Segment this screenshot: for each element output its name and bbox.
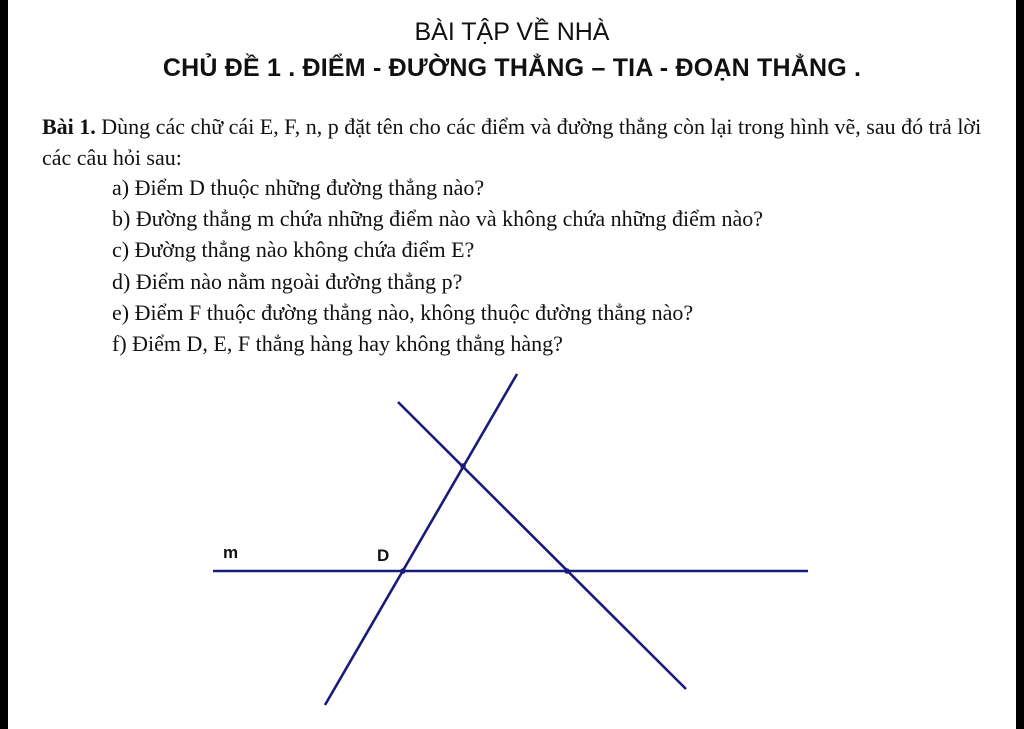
point-d-label: D bbox=[377, 546, 390, 565]
question-f: f) Điểm D, E, F thẳng hàng hay không thẳng hàng? bbox=[112, 331, 563, 357]
question-c: c) Đường thẳng nào không chứa điểm E? bbox=[112, 237, 475, 263]
line-diagonal bbox=[398, 402, 686, 689]
question-b: b) Đường thẳng m chứa những điểm nào và không chứa những điểm nào? bbox=[112, 206, 764, 232]
question-d: d) Điểm nào nằm ngoài đường thẳng p? bbox=[112, 268, 463, 294]
worksheet-page bbox=[8, 0, 1016, 729]
point-top-dot bbox=[460, 463, 466, 469]
line-m-label: m bbox=[223, 543, 239, 562]
point-d-dot bbox=[400, 568, 406, 574]
point-right-dot bbox=[564, 568, 570, 574]
geometry-figure bbox=[8, 0, 1016, 729]
question-a: a) Điểm D thuộc những đường thẳng nào? bbox=[112, 175, 485, 200]
worksheet-title: BÀI TẬP VỀ NHÀ bbox=[414, 18, 610, 46]
topic-title: CHỦ ĐỀ 1 . ĐIỂM - ĐƯỜNG THẲNG – TIA - ĐOẠN THẲNG . bbox=[162, 54, 862, 82]
question-e: e) Điểm F thuộc đường thẳng nào, không thuộc đường thẳng nào? bbox=[112, 299, 694, 325]
problem-text: Dùng các chữ cái E, F, n, p đặt tên cho các điểm và đường thẳng còn lại trong hình vẽ, sau đó trả lời các câu hỏi sau: bbox=[42, 114, 982, 170]
problem-label: Bài 1. bbox=[42, 114, 96, 139]
